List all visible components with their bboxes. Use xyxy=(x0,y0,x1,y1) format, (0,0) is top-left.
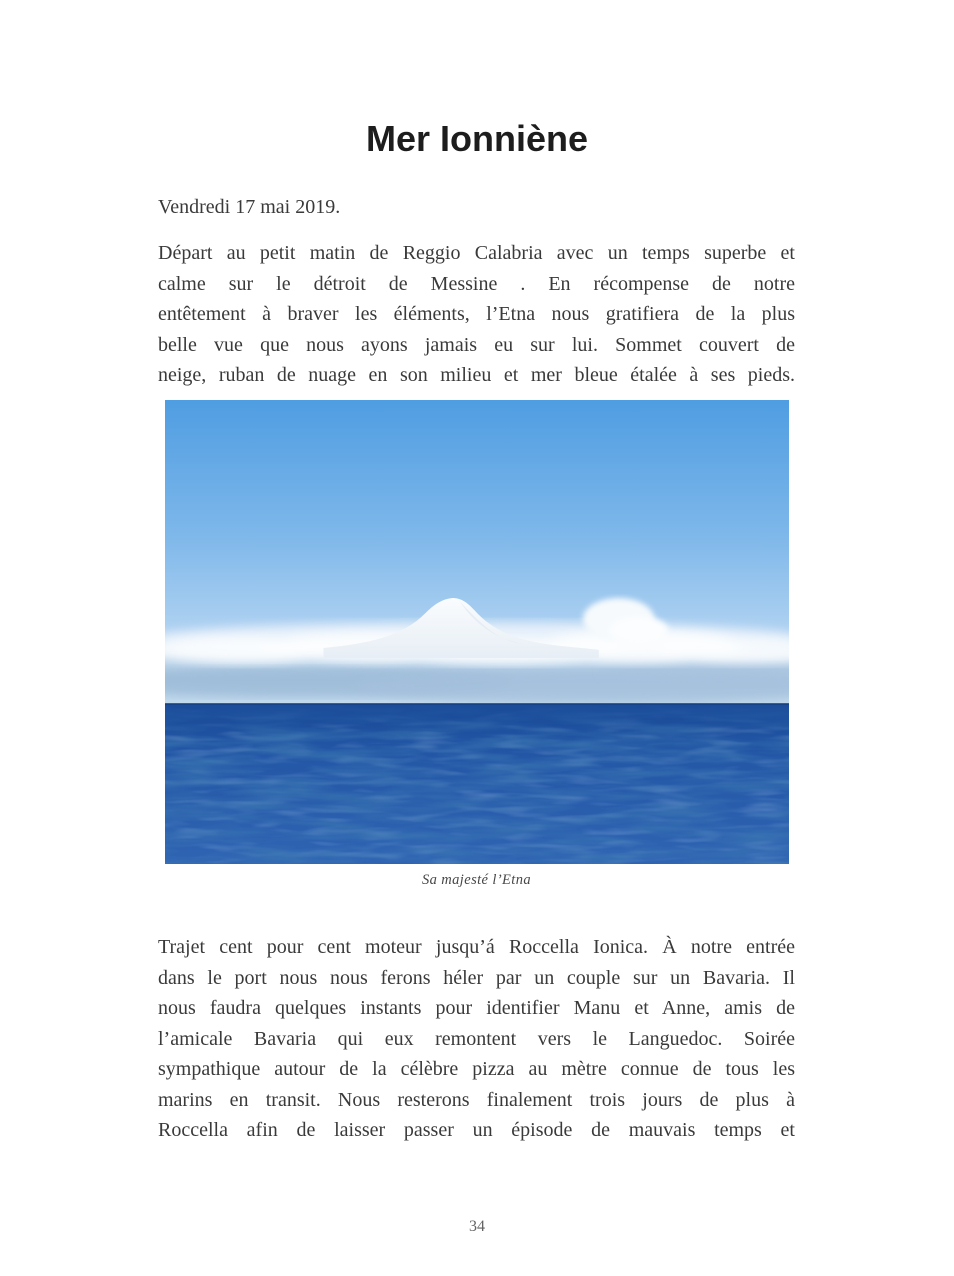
sea xyxy=(165,703,789,864)
page-number: 34 xyxy=(469,1218,485,1235)
text-line: marins en transit. Nous resterons finalement trois jours de plus à xyxy=(158,1088,795,1111)
text-line: Trajet cent pour cent moteur jusqu’á Roccella Ionica. À notre entrée xyxy=(158,936,795,958)
text-line: dans le port nous nous ferons héler par un couple sur un Bavaria. Il xyxy=(158,966,795,989)
figure-caption: Sa majesté l’Etna xyxy=(421,872,532,888)
text-line: l’amicale Bavaria qui eux remontent vers le Languedoc. Soirée xyxy=(158,1027,795,1050)
etna-photo-svg xyxy=(165,400,789,864)
text-line: sympathique autour de la célèbre pizza au mètre connue de tous les xyxy=(158,1058,795,1080)
text-line: Départ au petit matin de Reggio Calabria avec un temps superbe et xyxy=(158,242,795,264)
text-line: neige, ruban de nuage en son milieu et mer bleue étalée à ses pieds. xyxy=(158,364,795,386)
calm-water-band xyxy=(165,704,789,738)
text-line: entêtement à braver les éléments, l’Etna nous gratifiera de la plus xyxy=(158,303,795,325)
text-line: belle vue que nous ayons jamais eu sur lui. Sommet couvert de xyxy=(158,333,795,356)
text-line: Roccella afin de laisser passer un épisode de mauvais temps et xyxy=(158,1119,795,1141)
date-line: Vendredi 17 mai 2019. xyxy=(158,196,341,218)
page-title: Mer Ionniène xyxy=(365,118,589,159)
text-line: calme sur le détroit de Messine . En récompense de notre xyxy=(158,272,795,295)
paragraph-1 xyxy=(158,238,795,391)
paragraph-2 xyxy=(158,932,795,1146)
horizon-line xyxy=(165,703,789,705)
etna-photo xyxy=(165,400,789,864)
text-line: nous faudra quelques instants pour identifier Manu et Anne, amis de xyxy=(158,997,795,1019)
